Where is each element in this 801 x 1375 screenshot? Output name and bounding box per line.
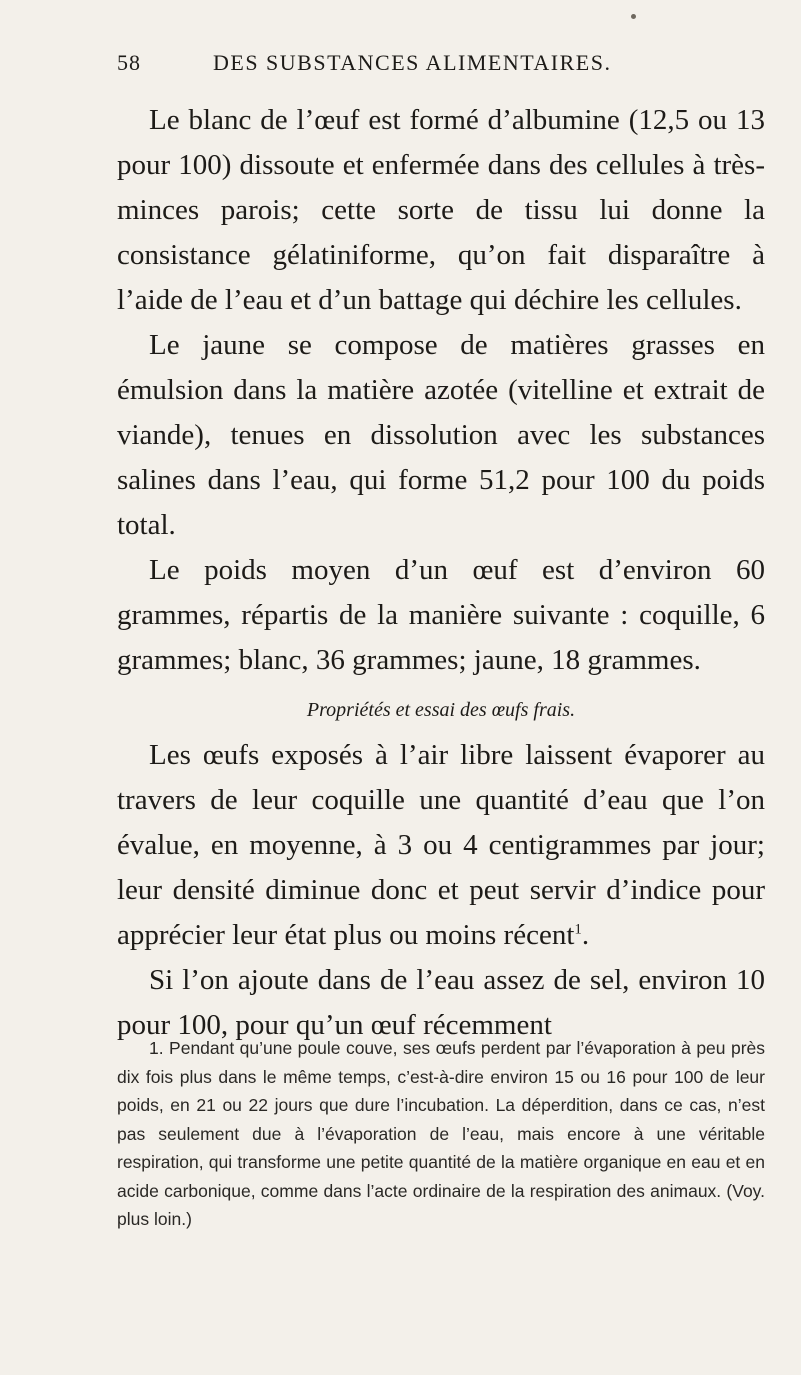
page-number: 58 xyxy=(117,50,141,75)
footnote-reference: 1 xyxy=(574,921,582,938)
section-subheading: Propriétés et essai des œufs frais. xyxy=(306,699,576,721)
paragraph-evaporation-end: . xyxy=(581,919,590,951)
paragraph-salt-test: Si l’on ajoute dans de l’eau assez de sel, environ 10 pour 100, pour qu’un œuf récemment xyxy=(117,964,765,1041)
paragraph-evaporation-text: Les œufs exposés à l’air libre laissent évaporer au travers de leur coquille une quantité d’eau que l’on évalue, en moyenne, à 3 ou 4 centigrammes par jour; leur densité diminue donc et peut servir d’indice pour apprécier leur état plus ou moins récent xyxy=(117,739,765,951)
paragraph-egg-yolk: Le jaune se compose de matières grasses en émulsion dans la matière azotée (vitelline et extrait de viande), tenues en dissolution avec les substances salines dans l’eau, qui forme 51,2 pour 100 du poids total. xyxy=(117,329,765,541)
ink-speck xyxy=(631,14,636,19)
main-text xyxy=(117,98,765,1048)
paragraph-evaporation xyxy=(117,733,765,958)
footnotes xyxy=(117,1034,765,1234)
footnote-1: 1. Pendant qu’une poule couve, ses œufs perdent par l’évaporation à peu près dix fois plus dans le même temps, c’est-à-dire environ 15 ou 16 pour 100 de leur poids, en 21 ou 22 jours que dure l’incubation. La déperdition, dans ce cas, n’est pas seulement due à l’évaporation de l’eau, mais encore à une véritable respiration, qui transforme une petite quantité de la matière organique en eau et en acide carbonique, comme dans l’acte ordinaire de la respiration des animaux. (Voy. plus loin.) xyxy=(117,1038,765,1229)
paragraph-egg-white: Le blanc de l’œuf est formé d’albumine (12,5 ou 13 pour 100) dissoute et enfermée dans des cellules à très-minces parois; cette sorte de tissu lui donne la consistance gélatiniforme, qu’on fait disparaître à l’aide de l’eau et d’un battage qui déchire les cellules. xyxy=(117,104,765,316)
running-head: DES SUBSTANCES ALIMENTAIRES. xyxy=(213,50,612,75)
paragraph-egg-weight: Le poids moyen d’un œuf est d’environ 60 grammes, répartis de la manière suivante : coquille, 6 grammes; blanc, 36 grammes; jaune, 18 grammes. xyxy=(117,554,765,676)
page-header xyxy=(117,50,757,86)
